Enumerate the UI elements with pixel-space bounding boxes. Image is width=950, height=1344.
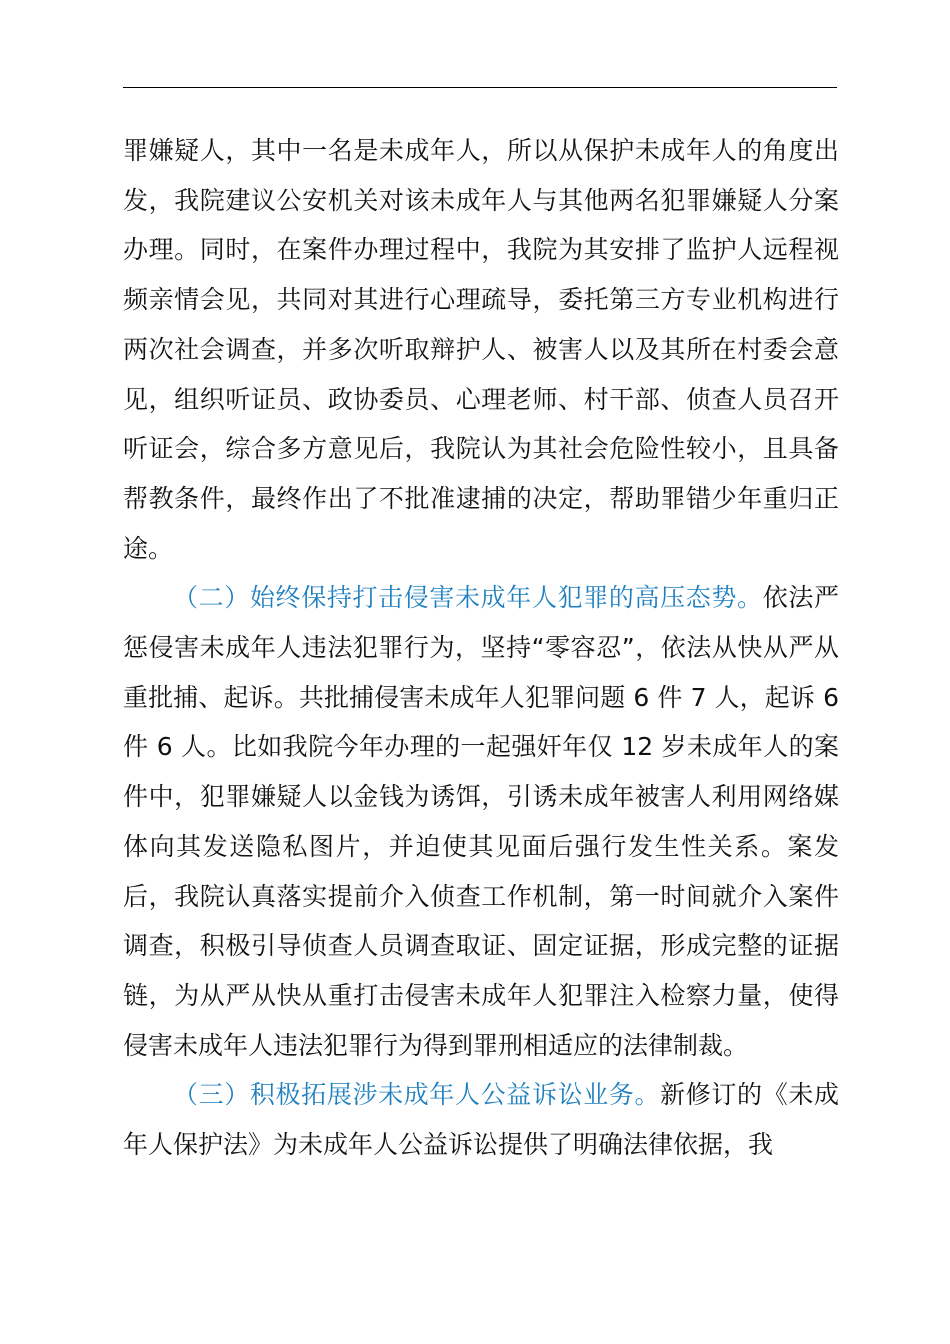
paragraph-section-3 xyxy=(123,1070,839,1169)
section-body-3: 新修订的《未成年人保护法》为未成年人公益诉讼提供了明确法律依据，我 xyxy=(123,1080,839,1160)
document-body xyxy=(123,126,839,1170)
section-heading-2: （二）始终保持打击侵害未成年人犯罪的高压态势。 xyxy=(173,583,763,613)
header-rule xyxy=(123,87,837,88)
section-heading-3: （三）积极拓展涉未成年人公益诉讼业务。 xyxy=(173,1080,661,1110)
paragraph-section-2 xyxy=(123,573,839,1070)
paragraph-continuation: 罪嫌疑人，其中一名是未成年人，所以从保护未成年人的角度出发，我院建议公安机关对该未成年人与其他两名犯罪嫌疑人分案办理。同时，在案件办理过程中，我院为其安排了监护人远程视频亲情会见，共同对其进行心理疏导，委托第三方专业机构进行两次社会调查，并多次听取辩护人、被害人以及其所在村委会意见，组织听证员、政协委员、心理老师、村干部、侦查人员召开听证会，综合多方意见后，我院认为其社会危险性较小，且具备帮教条件，最终作出了不批准逮捕的决定，帮助罪错少年重归正途。 xyxy=(123,136,839,563)
section-body-2: 依法严惩侵害未成年人违法犯罪行为，坚持“零容忍”，依法从快从严从重批捕、起诉。共批捕侵害未成年人犯罪问题 6 件 7 人，起诉 6 件 6 人。比如我院今年办理的一起强奸年仅 12 岁未成年人的案件中，犯罪嫌疑人以金钱为诱饵，引诱未成年被害人利用网络媒体向其发送隐私图片，并迫使其见面后强行发生性关系。案发后，我院认真落实提前介入侦查工作机制，第一时间就介入案件调查，积极引导侦查人员调查取证、固定证据，形成完整的证据链，为从严从快从重打击侵害未成年人犯罪注入检察力量，使得侵害未成年人违法犯罪行为得到罪刑相适应的法律制裁。 xyxy=(123,583,839,1060)
